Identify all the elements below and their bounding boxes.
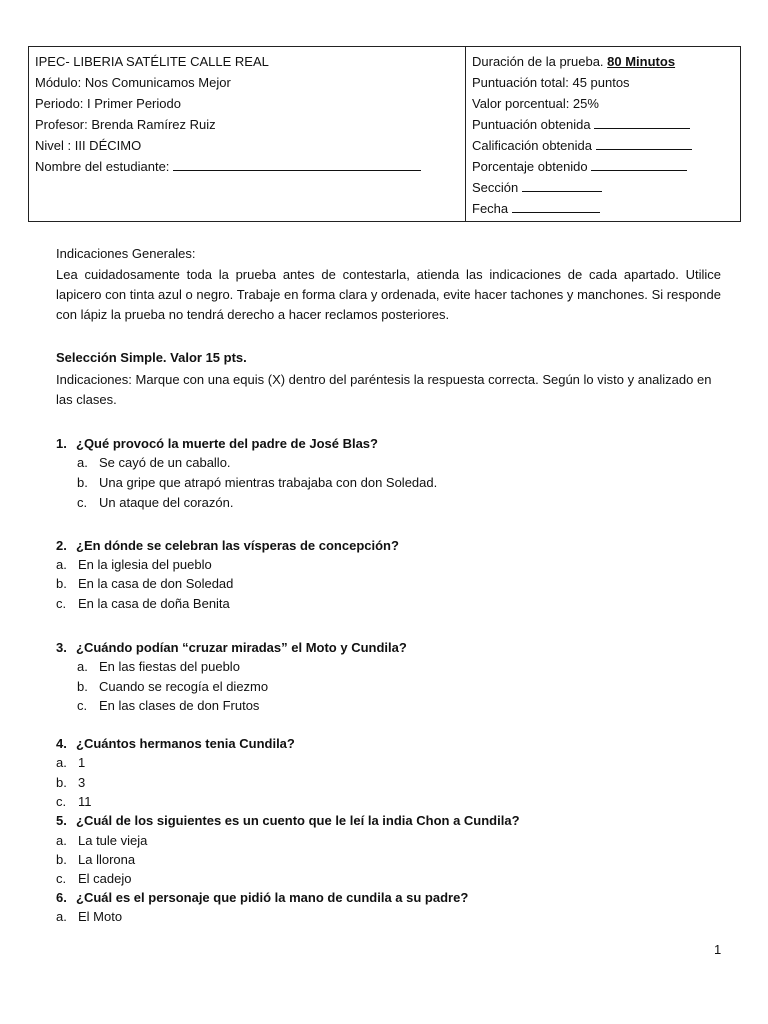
percent-obtained-field[interactable] [472,156,734,177]
option-text: En las fiestas del pueblo [99,659,240,674]
score-obtained-label: Puntuación obtenida [472,117,591,132]
grade-obtained-label: Calificación obtenida [472,138,592,153]
question-1 [56,434,378,454]
question-5-option-c[interactable] [56,869,131,889]
option-text: 3 [78,775,86,790]
question-1-option-a[interactable] [77,453,231,473]
section-field[interactable] [472,177,734,198]
total-score: Puntuación total: 45 puntos [472,75,630,90]
question-3-option-a[interactable] [77,657,240,677]
option-letter: b. [56,852,67,867]
question-4-option-a[interactable] [56,753,85,773]
question-6 [56,888,468,908]
header-period: Periodo: I Primer Periodo [35,96,181,111]
general-text: Lea cuidadosamente toda la prueba antes de contestarla, atienda las indicaciones de cada apartado. Utilice lapicero con tinta azul o negro. Trabaje en forma clara y ordenada, evite hacer tachones y manchones. Si responde con lápiz la prueba no tendrá derecho a hacer reclamos posteriores. [56,267,721,322]
option-text: 11 [78,794,92,809]
header-level: Nivel : III DÉCIMO [35,138,142,153]
question-2-option-c[interactable] [56,594,230,614]
option-letter: c. [56,871,67,886]
option-letter: a. [56,557,67,572]
option-text: Una gripe que atrapó mientras trabajaba con don Soledad. [99,475,438,490]
percent-obtained-label: Porcentaje obtenido [472,159,588,174]
option-text: Cuando se recogía el diezmo [99,679,269,694]
option-text: En la casa de don Soledad [78,576,234,591]
exam-header-table [28,46,741,222]
question-3-option-b[interactable] [77,677,268,697]
question-5-option-b[interactable] [56,850,135,870]
question-number: 1. [56,436,67,451]
option-letter: c. [56,596,67,611]
question-5-option-a[interactable] [56,831,147,851]
question-3 [56,638,407,658]
question-number: 2. [56,538,67,553]
option-letter: b. [56,576,67,591]
header-left-spacer [35,177,459,198]
question-1-option-b[interactable] [77,473,437,493]
date-label: Fecha [472,201,509,216]
option-text: En las clases de don Frutos [99,698,260,713]
option-text: La llorona [78,852,136,867]
date-line[interactable] [512,200,600,213]
header-school: IPEC- LIBERIA SATÉLITE CALLE REAL [35,54,269,69]
student-name-label: Nombre del estudiante: [35,159,170,174]
option-letter: a. [77,455,88,470]
question-4 [56,734,295,754]
section-instructions: Indicaciones: Marque con una equis (X) dentro del paréntesis la respuesta correcta. Según lo visto y analizado en las clases. [56,372,712,407]
duration-value: 80 Minutos [607,54,676,69]
option-text: El Moto [78,909,123,924]
option-text: En la iglesia del pueblo [78,557,212,572]
option-letter: a. [77,659,88,674]
question-number: 3. [56,640,67,655]
question-5 [56,811,520,831]
question-text: ¿Qué provocó la muerte del padre de José Blas? [76,436,378,451]
option-text: Se cayó de un caballo. [99,455,231,470]
page-number: 1 [714,942,722,957]
grade-obtained-line[interactable] [596,137,692,150]
duration-label: Duración de la prueba. [472,54,604,69]
option-letter: c. [77,698,88,713]
score-obtained-field[interactable] [472,114,734,135]
question-text: ¿Cuándo podían “cruzar miradas” el Moto y Cundila? [76,640,407,655]
section-line[interactable] [522,179,602,192]
option-text: En la casa de doña Benita [78,596,230,611]
option-letter: a. [56,833,67,848]
question-number: 4. [56,736,67,751]
question-text: ¿Cuántos hermanos tenia Cundila? [76,736,295,751]
question-number: 6. [56,890,67,905]
percent-value: Valor porcentual: 25% [472,96,599,111]
header-module: Módulo: Nos Comunicamos Mejor [35,75,231,90]
student-name-line[interactable] [173,158,421,171]
option-letter: a. [56,909,67,924]
section-label: Sección [472,180,519,195]
option-letter: a. [56,755,67,770]
grade-obtained-field[interactable] [472,135,734,156]
student-name-field[interactable] [35,156,459,177]
question-6-option-a[interactable] [56,907,122,927]
percent-obtained-line[interactable] [591,158,687,171]
option-letter: b. [77,679,88,694]
option-text: Un ataque del corazón. [99,495,234,510]
general-title: Indicaciones Generales: [56,246,196,261]
duration-line [472,51,734,72]
option-text: El cadejo [78,871,132,886]
header-exam-info [466,47,741,222]
score-obtained-line[interactable] [594,116,690,129]
question-2-option-b[interactable] [56,574,233,594]
option-letter: c. [56,794,67,809]
question-text: ¿Cuál de los siguientes es un cuento que le leí la india Chon a Cundila? [76,813,520,828]
header-teacher: Profesor: Brenda Ramírez Ruiz [35,117,216,132]
option-text: La tule vieja [78,833,148,848]
question-text: ¿En dónde se celebran las vísperas de concepción? [76,538,399,553]
question-2 [56,536,399,556]
question-4-option-c[interactable] [56,792,92,812]
question-2-option-a[interactable] [56,555,212,575]
option-text: 1 [78,755,86,770]
option-letter: b. [77,475,88,490]
question-number: 5. [56,813,67,828]
option-letter: b. [56,775,67,790]
option-letter: c. [77,495,88,510]
section-title: Selección Simple. Valor 15 pts. [56,350,247,365]
question-1-option-c[interactable] [77,493,233,513]
header-school-info [29,47,466,222]
date-field[interactable] [472,198,734,219]
question-3-option-c[interactable] [77,696,259,716]
question-text: ¿Cuál es el personaje que pidió la mano de cundila a su padre? [76,890,469,905]
question-4-option-b[interactable] [56,773,85,793]
